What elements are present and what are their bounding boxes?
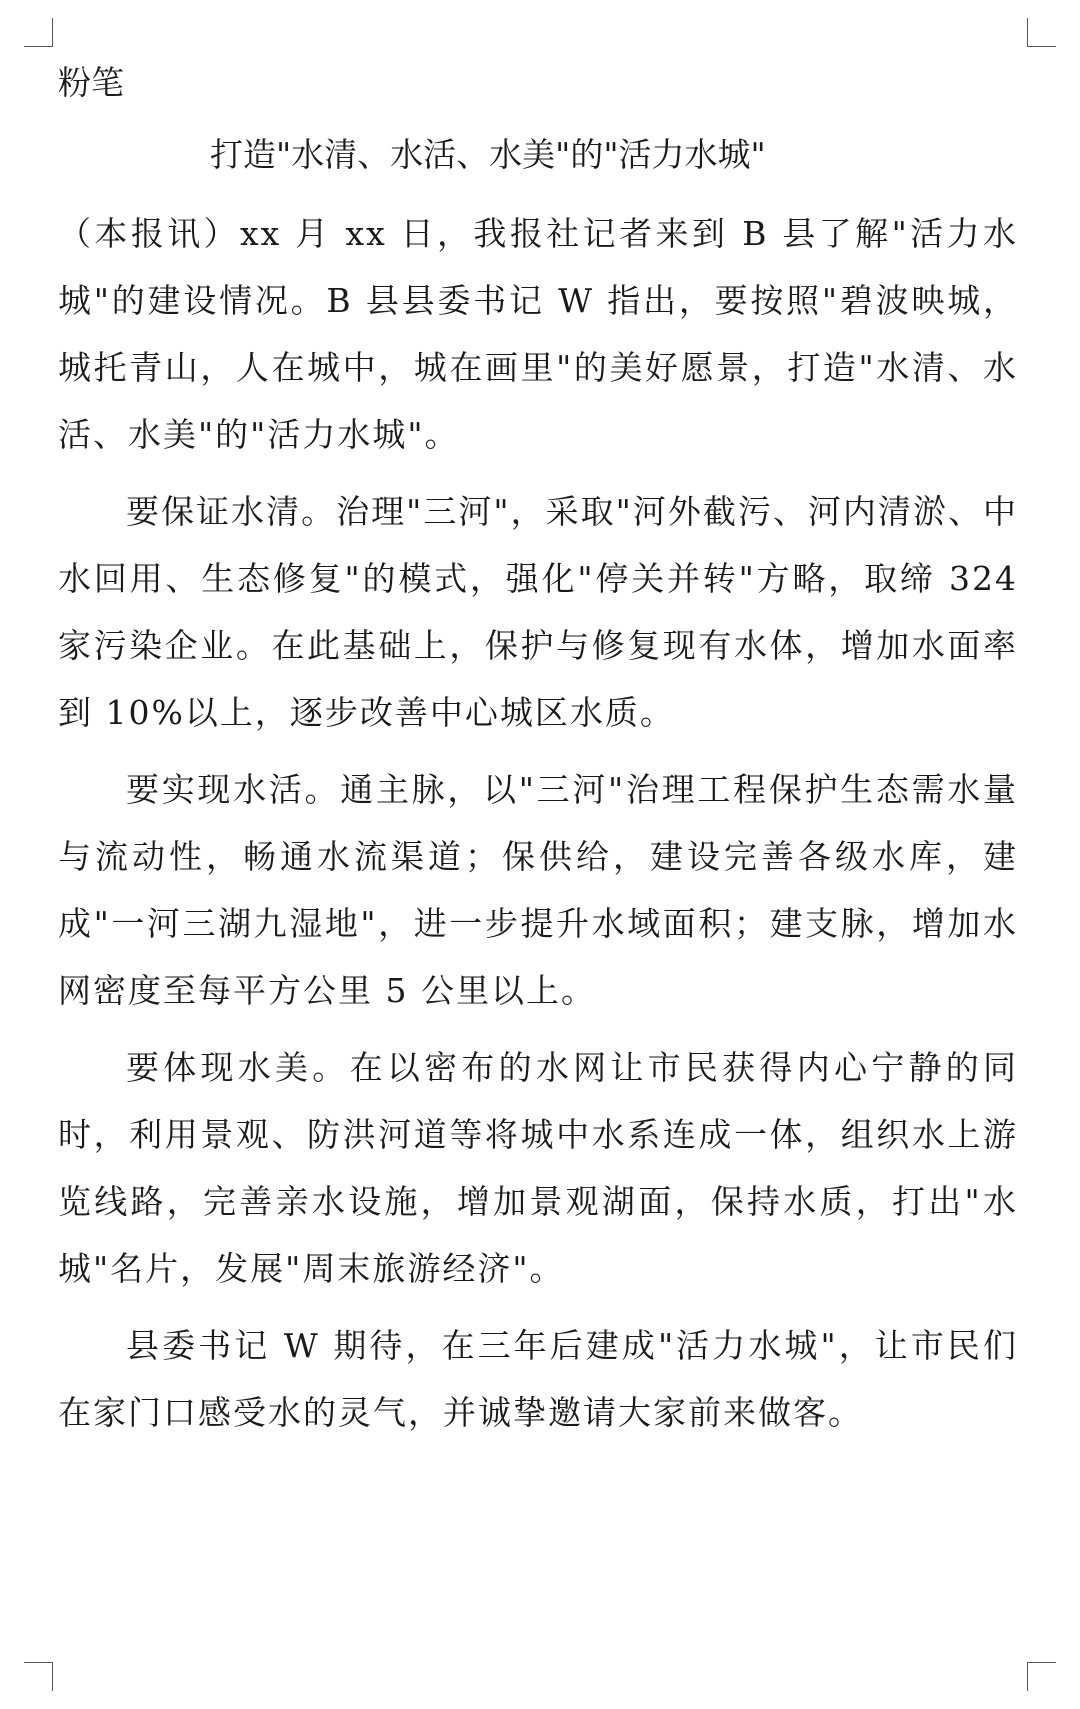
paragraph-closing: 县委书记 W 期待，在三年后建成"活力水城"，让市民们在家门口感受水的灵气，并诚挚邀请大家前来做客。	[58, 1326, 1018, 1432]
document-page	[58, 58, 1018, 1456]
crop-mark-bottom-right	[1027, 1662, 1056, 1691]
article-title: 打造"水清、水活、水美"的"活力水城"	[210, 135, 766, 174]
header-label: 粉笔	[58, 63, 124, 102]
crop-mark-top-left	[24, 18, 53, 47]
paragraph-water-beauty: 要体现水美。在以密布的水网让市民获得内心宁静的同时，利用景观、防洪河道等将城中水系连成一体，组织水上游览线路，完善亲水设施，增加景观湖面，保持水质，打出"水城"名片，发展"周末旅游经济"。	[58, 1048, 1018, 1288]
crop-mark-top-right	[1027, 18, 1056, 47]
crop-mark-bottom-left	[24, 1662, 53, 1691]
paragraph-lead: （本报讯）xx 月 xx 日，我报社记者来到 B 县了解"活力水城"的建设情况。B 县县委书记 W 指出，要按照"碧波映城，城托青山，人在城中，城在画里"的美好愿景，打造"水清、水活、水美"的"活力水城"。	[58, 214, 1018, 454]
paragraph-water-flow: 要实现水活。通主脉，以"三河"治理工程保护生态需水量与流动性，畅通水流渠道；保供给，建设完善各级水库，建成"一河三湖九湿地"，进一步提升水域面积；建支脉，增加水网密度至每平方公里 5 公里以上。	[58, 770, 1018, 1010]
paragraph-water-clean: 要保证水清。治理"三河"，采取"河外截污、河内清淤、中水回用、生态修复"的模式，强化"停关并转"方略，取缔 324 家污染企业。在此基础上，保护与修复现有水体，增加水面率到 10%以上，逐步改善中心城区水质。	[58, 492, 1018, 732]
